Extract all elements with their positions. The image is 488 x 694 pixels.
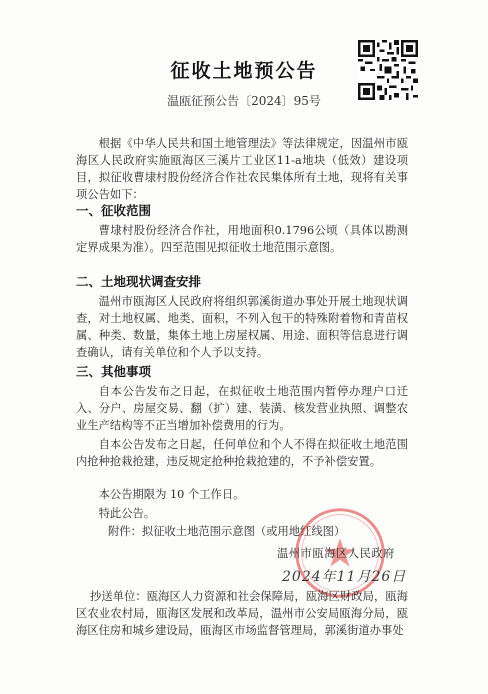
closing-line: 特此公告。	[98, 507, 156, 520]
section-3-paragraph-2: 自本公告发布之日起，任何单位和个人不得在拟征收土地范围内抢种抢栽抢建，违反规定抢种抢栽抢建的，不予补偿安置。	[76, 438, 408, 468]
intro-paragraph: 根据《中华人民共和国土地管理法》等法律规定，因温州市瓯海区人民政府实施瓯海区三溪片工业区11-a地块（低效）建设项目，拟征收曹埭村股份经济合作社农民集体所有土地，现将有关事项公告如下：	[76, 137, 408, 201]
cc-list	[76, 588, 408, 639]
section-1-paragraph: 曹埭村股份经济合作社，用地面积0.1796公顷（具体以勘测定界成果为准）。四至范围见拟征收土地范围示意图。	[76, 224, 408, 254]
section-3-paragraph-1: 自本公告发布之日起，在拟征收土地范围内暂停办理户口迁入、分户、房屋交易、翻（扩）建、装潢、核发营业执照、调整农业生产结构等不正当增加补偿费用的行为。	[76, 385, 408, 432]
page-title: 征收土地预公告	[170, 60, 318, 82]
section-heading-2: 二、土地现状调查安排	[76, 274, 202, 289]
issuer-name: 温州市瓯海区人民政府	[277, 547, 395, 560]
section-heading-1: 一、征收范围	[76, 203, 152, 218]
document-number: 温瓯征预公告〔2024〕95号	[167, 94, 321, 108]
notice-period: 本公告期限为 10 个工作日。	[98, 488, 245, 501]
attachment-line: 附件：拟征收土地范围示意图（或用地红线图）	[108, 525, 346, 538]
section-2-paragraph: 温州市瓯海区人民政府将组织郭溪街道办事处开展土地现状调查，对土地权属、地类、面积，不列入包干的特殊附着物和青苗权属、种类、数量，集体土地上房屋权属、用途、面积等信息进行调查确认，请有关单位和个人予以支持。	[76, 295, 408, 359]
issue-date: 2024年11月26日	[282, 569, 407, 585]
cc-recipients: 瓯海区人力资源和社会保障局，瓯海区财政局，瓯海区农业农村局，瓯海区发展和改革局，温州市公安局瓯海分局，瓯海区住房和城乡建设局，瓯海区市场监督管理局，郭溪街道办事处	[76, 590, 408, 637]
section-heading-3: 三、其他事项	[76, 364, 152, 379]
cc-label: 抄送单位：	[90, 590, 147, 603]
